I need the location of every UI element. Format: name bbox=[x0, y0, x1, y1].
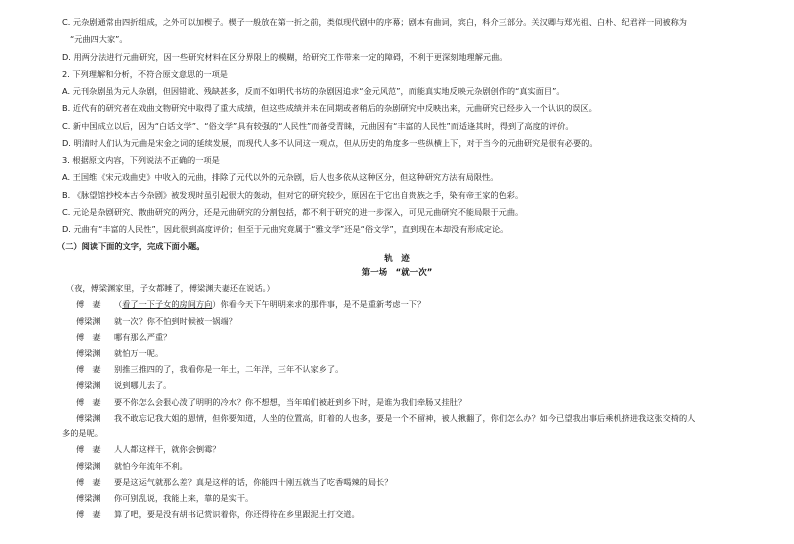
play-title: 轨 迹 bbox=[384, 254, 410, 264]
underlined-direction: 看了一下子女的房间方向 bbox=[122, 299, 213, 309]
speaker: 傅梁渊 bbox=[76, 316, 101, 326]
dialogue-line: 傅梁渊 就一次？你不怕到时候被一锅端？ bbox=[62, 316, 237, 327]
speaker: 傅 妻 bbox=[76, 364, 101, 374]
speaker: 傅梁渊 bbox=[76, 493, 101, 503]
question-2-stem: 2. 下列理解和分析，不符合原文意思的一项是 bbox=[62, 69, 228, 79]
stage-direction: （夜，傅梁渊家里，子女都睡了，傅梁渊夫妻还在说话。） bbox=[66, 283, 275, 293]
dialogue-line: 傅梁渊 你可别乱说，我能上来，靠的是实干。 bbox=[62, 493, 253, 504]
option-c-line-1: C. 元杂剧通常由四折组成，之外可以加楔子。楔子一般放在第一折之前，类似现代剧中的序幕；剧本有曲词，宾白，科介三部分。关汉卿与郑光祖、白朴、纪君祥一同被称为 bbox=[62, 17, 687, 27]
question-2-option-b: B. 近代有的研究者在戏曲文物研究中取得了重大成绩，但这些成绩并未在同期或者稍后的杂剧研究中反映出来，元曲研究已经步入一个认识的误区。 bbox=[62, 103, 597, 113]
section-heading: （二）阅读下面的文字，完成下面小题。 bbox=[57, 241, 205, 251]
question-2-option-c: C. 新中国成立以后，因为“白话文学”、“俗文学”具有较强的“人民性”而备受青睐，元曲因有“丰富的人民性”而适逢其时，得到了高度的评价。 bbox=[62, 121, 574, 131]
dialogue-line: 傅梁渊 就怕万一呢。 bbox=[62, 348, 163, 359]
question-2-option-d: D. 明清时人们认为元曲是宋金之词的延续发展，而现代人多不认同这一观点，但从历史的角度多一些纵横上下，对于当今的元曲研究是很有必要的。 bbox=[62, 138, 598, 148]
question-3-stem: 3. 根据原文内容，下列说法不正确的一项是 bbox=[62, 155, 220, 165]
dialogue-line: 傅 妻 （看了一下子女的房间方向）你看今天下午明明来求的那件事，是不是重新考虑一下？ bbox=[62, 299, 425, 310]
dialogue-line: 傅梁渊 就怕今年流年不利。 bbox=[62, 461, 188, 472]
dialogue-line: 傅 妻 别推三推四的了，我看你是一年土，二年洋，三年不认家乡了。 bbox=[62, 364, 343, 375]
question-3-option-d: D. 元曲有“丰富的人民性”，因此很到高度评价；但至于元曲究竟属于“雅文学”还是“俗文学”，直到现在本却没有形成定论。 bbox=[62, 224, 509, 234]
dialogue-line: 傅 妻 人人都这样干，就你会倒霉？ bbox=[62, 444, 220, 455]
speaker: 傅 妻 bbox=[76, 332, 101, 342]
speaker: 傅 妻 bbox=[76, 477, 101, 487]
speaker: 傅 妻 bbox=[76, 299, 101, 309]
option-c-line-2: “元曲四大家”。 bbox=[70, 34, 128, 44]
dialogue-line: 傅梁渊 我不敢忘记我大姐的恩情，但你要知道，人坐的位置高，盯着的人也多，要是一个不留神，被人揪翻了，你们怎么办？如今已望我出事后乘机挤进我这张交椅的人 bbox=[62, 413, 695, 424]
dialogue-line: 傅 妻 要不你怎么会狠心泼了明明的冷水？你不想想，当年咱们被赶到乡下时，是谁为我们牵肠又挂肚？ bbox=[62, 397, 466, 408]
speaker: 傅 妻 bbox=[76, 444, 101, 454]
dialogue-continuation: 多的是呢。 bbox=[62, 428, 103, 438]
speaker: 傅梁渊 bbox=[76, 413, 101, 423]
question-3-option-b: B. 《脉望馆抄校本古今杂剧》被发现时虽引起很大的轰动，但对它的研究较少，原因在于它出自贵族之手，染有帝王家的色彩。 bbox=[62, 190, 524, 200]
speaker: 傅梁渊 bbox=[76, 380, 101, 390]
dialogue-line: 傅梁渊 说到哪儿去了。 bbox=[62, 380, 171, 391]
question-3-option-a: A. 王国维《宋元戏曲史》中收入的元曲，排除了元代以外的元杂剧，后人也多依从这种区分，但这种研究方法有局限性。 bbox=[62, 172, 499, 182]
question-3-option-c: C. 元论是杂剧研究、散曲研究的两分，还是元曲研究的分割包括，都不利于研究的进一步深入，可见元曲研究不能局限于元曲。 bbox=[62, 207, 524, 217]
speaker: 傅 妻 bbox=[76, 509, 101, 519]
question-2-option-a: A. 元刊杂剧虽为元人杂剧，但因错讹、残缺甚多，反而不如明代书坊的杂剧因追求“金元风范”，而能真实地反映元杂剧创作的“真实面目”。 bbox=[62, 86, 565, 96]
scene-title: 第一场 “就一次” bbox=[361, 268, 433, 278]
speaker: 傅梁渊 bbox=[76, 348, 101, 358]
speaker: 傅 妻 bbox=[76, 397, 101, 407]
dialogue-line: 傅 妻 要是这运气就那么差？真是这样的话，你能四十刚五就当了吃香喝辣的局长？ bbox=[62, 477, 392, 488]
speaker: 傅梁渊 bbox=[76, 461, 101, 471]
option-d-line: D. 用两分法进行元曲研究，因一些研究材料在区分界限上的模糊，给研究工作带来一定的障碍，不利于更深刻地理解元曲。 bbox=[62, 52, 508, 62]
dialogue-line: 傅 妻 哪有那么严重？ bbox=[62, 332, 171, 343]
dialogue-line: 傅 妻 算了吧，要是没有胡书记赏识着你，你还得待在乡里跟泥土打交道。 bbox=[62, 509, 360, 520]
